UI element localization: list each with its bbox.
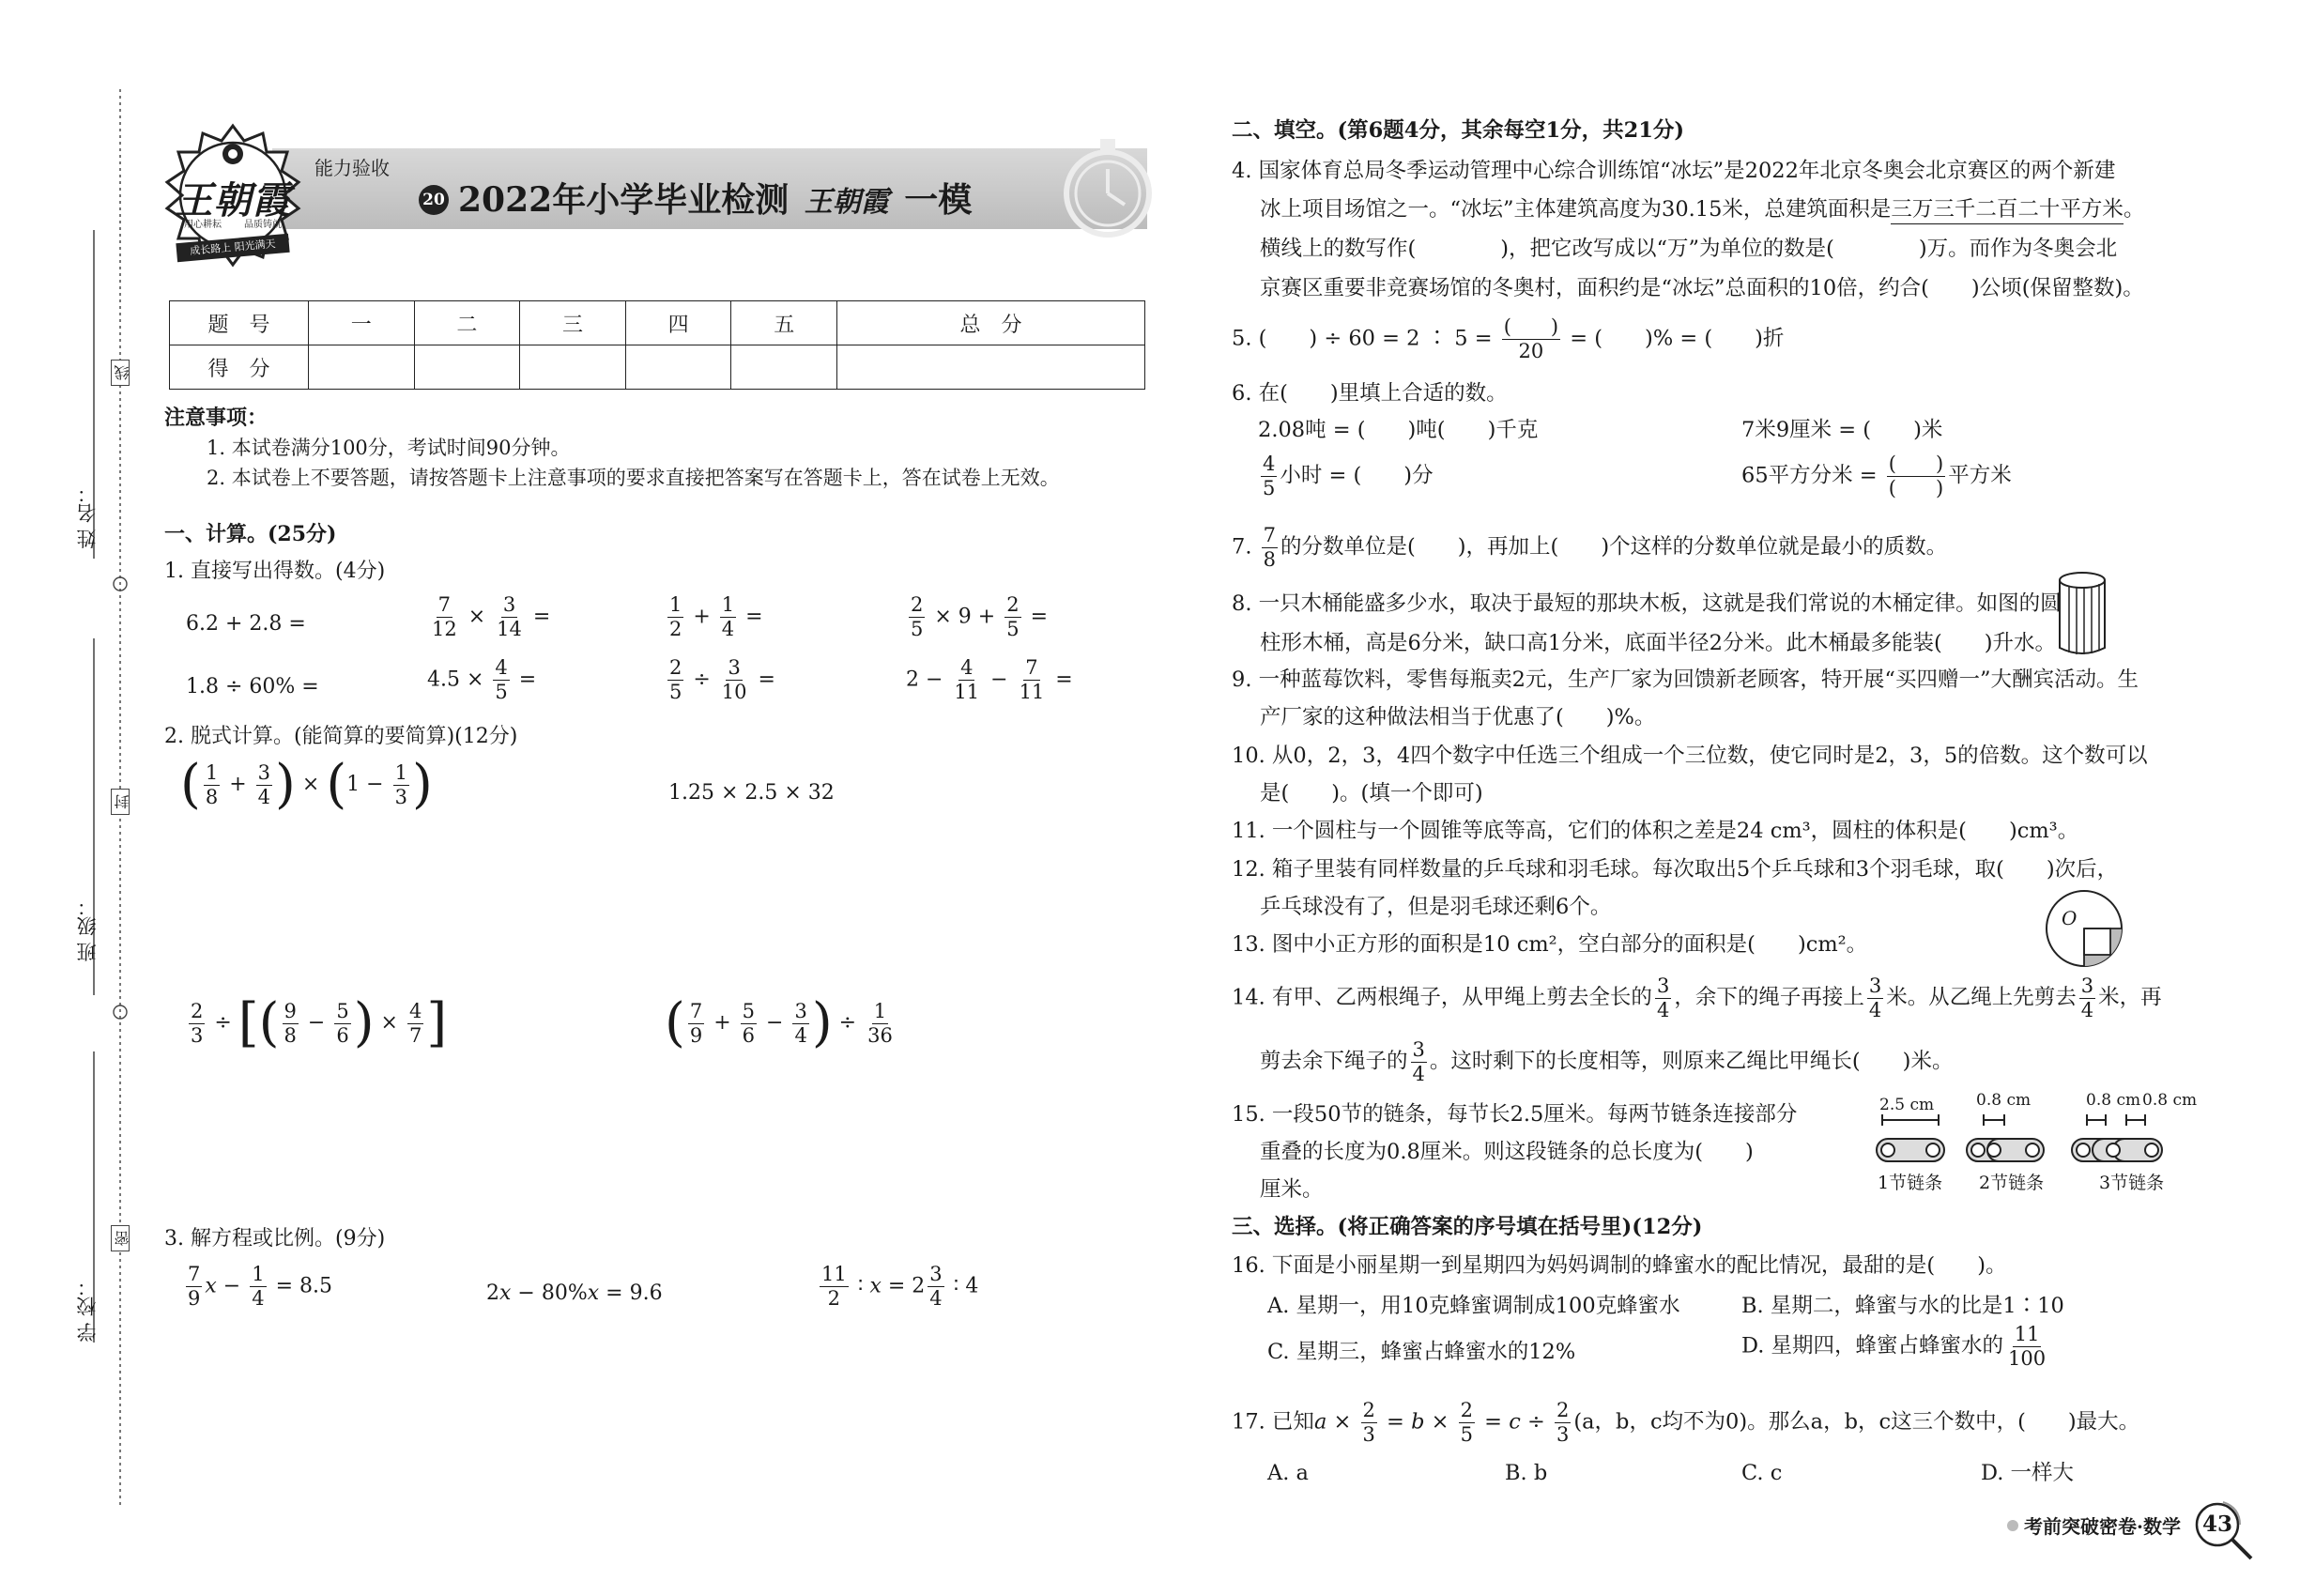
question-4-line: 横线上的数写作( )，把它改写成以“万”为单位的数是( )万。而作为冬奥会北 [1260,237,2118,261]
step-calc-item: ( $\frac{1}{8}$ + $\frac{3}{4}$ ) × (1 − $\frac{1}{3}$ ) [180,754,433,815]
score-input-cell[interactable] [309,345,415,390]
score-input-cell[interactable] [414,345,520,390]
name-label: 姓 名： [76,483,99,549]
q17-text: (a，b，c均不为0)。那么a，b，c这三个数中，( )最大。 [1573,1409,2140,1435]
score-table-header-row [170,301,1145,345]
note-item: 2. 本试卷上不要答题，请按答题卡上注意事项的要求直接把答案写在答题卡上，答在试卷上无效。 [207,467,1060,489]
question-2: 2. 脱式计算。(能简算的要简算)(12分) [164,725,518,748]
chain-caption: 3节链条 [2099,1173,2165,1193]
cut-line-mark: 线 [111,360,130,386]
q17-option-a[interactable]: A. a [1267,1461,1309,1485]
question-8-line: 柱形木桶，高是6分米，缺口高1分米，底面半径2分米。此木桶最多能装( )升水。 [1260,631,2057,655]
q6-item: 7米9厘米 = ( )米 [1741,418,1943,442]
cut-seal-mark: 封 [111,789,130,815]
circle-square-figure [2042,886,2126,971]
question-8-line: 8. 一只木桶能盛多少水，取决于最短的那块木板，这就是我们常说的木桶定律。如图的圆 [1232,591,2062,616]
logo-ribbon: 成长路上 阳光满天 [176,234,289,262]
score-table-cell: 得 分 [170,345,309,390]
oral-calc-item: 2 − $\frac{4}{11}$ − $\frac{7}{11}$ = [906,656,1073,703]
question-9-line: 9. 一种蓝莓饮料，零售每瓶卖2元，生产厂家为回馈新老顾客，特开展“买四赠一”大酬宾活动。生 [1232,668,2139,692]
question-9-line: 产厂家的这种做法相当于优惠了( )%。 [1260,705,1656,729]
exam-title-text: 2022年小学毕业检测 [458,180,790,220]
class-label: 班 级： [76,897,99,962]
equation-item: $\frac{11}{2}$ ∶ x = 2 $\frac{3}{4}$ ∶ 4 [821,1263,979,1310]
section-3-title: 三、选择。(将正确答案的序号填在括号里)(12分) [1232,1215,1703,1239]
score-table-cell: 二 [414,301,520,345]
q17-option-b[interactable]: B. b [1505,1461,1548,1485]
question-4-line: 京赛区重要非竞赛场馆的冬奥村，面积约是“冰坛”总面积的10倍，约合( )公顷(保留整数)。 [1260,276,2144,300]
notes-title: 注意事项： [164,406,268,430]
oral-calc-item: 4.5 × $\frac{4}{5}$ = [427,656,537,703]
q6-item: 2.08吨 = ( )吨( )千克 [1258,418,1539,442]
q14-text: 剪去余下绳子的 [1260,1049,1408,1074]
q17-option-d[interactable]: D. 一样大 [1981,1461,2075,1485]
score-table-cell: 一 [309,301,415,345]
q7-text: 的分数单位是( )，再加上( )个这样的分数单位就是最小的质数。 [1280,534,1948,560]
question-3: 3. 解方程或比例。(9分) [164,1227,386,1251]
equation-item: 2x − 80%x = 9.6 [486,1281,663,1305]
equation-item: $\frac{7}{9}$ x − $\frac{1}{4}$ = 8.5 [188,1263,333,1310]
score-table [169,300,1145,390]
exam-number-badge: 20 [419,185,449,215]
logo [158,120,308,270]
logo-slogans [184,216,282,230]
oral-calc-item: 6.2 + 2.8 = [186,612,306,636]
step-calc-item: 1.25 × 2.5 × 32 [668,781,835,805]
logo-slogan-2: 品质铸就 [244,220,282,230]
q4-underlined-number: 三万三千二百二十平方米 [1891,195,2124,224]
exam-suffix: 一模 [904,180,973,220]
chain-caption: 2节链条 [1979,1173,2045,1193]
question-15-line: 厘米。 [1260,1177,1324,1202]
question-10-line: 10. 从0，2，3，4四个数字中任选三个组成一个三位数，使它同时是2，3，5的倍数。这个数可以 [1232,744,2148,768]
q14-text: 米。从乙绳上先剪去 [1886,985,2077,1010]
circle-center-label: O [2062,907,2078,929]
oral-calc-item: $\frac{2}{5}$ ÷ $\frac{3}{10}$ = [669,656,775,703]
chain-dim-label: 0.8 cm [2086,1091,2141,1110]
question-1: 1. 直接写出得数。(4分) [164,560,386,583]
chain-caption: 1节链条 [1878,1173,1943,1193]
question-12-line: 乒乓球没有了，但是羽毛球还剩6个。 [1260,895,1612,919]
exam-title [458,178,972,224]
q14-text: 。这时剩下的长度相等，则原来乙绳比甲绳长( )米。 [1429,1049,1954,1074]
q16-option-a[interactable]: A. 星期一，用10克蜂蜜调制成100克蜂蜜水 [1267,1294,1680,1318]
logo-text: 王朝霞 [175,178,291,223]
footer-bullet-icon [2007,1520,2018,1531]
section-1-title: 一、计算。(25分) [164,522,337,546]
score-table-cell: 总 分 [837,301,1145,345]
question-14-line: 14. 有甲、乙两根绳子，从甲绳上剪去全长的 $\frac{3}{4}$ ，余下的绳子再接上 $\frac{3}{4}$ 米。从乙绳上先剪去 $\frac{3}{4}$ 米，再 [1232,974,2162,1021]
q16-option-d-text: D. 星期四，蜂蜜占蜂蜜水的 [1741,1333,2004,1358]
q6-item: 65平方分米 = $\frac{( )}{( )}$ 平方米 [1741,453,2012,499]
q6-item: $\frac{4}{5}$ 小时 = ( )分 [1263,453,1434,499]
q14-text: 14. 有甲、乙两根绳子，从甲绳上剪去全长的 [1232,985,1652,1010]
question-15-line: 15. 一段50节的链条，每节长2.5厘米。每两节链条连接部分 [1232,1102,1798,1127]
score-table-score-row [170,345,1145,390]
score-table-cell: 题 号 [170,301,309,345]
logo-slogan-1: 用心耕耘 [184,220,222,230]
score-input-cell[interactable] [837,345,1145,390]
oral-calc-item: $\frac{7}{12}$ × $\frac{3}{14}$ = [432,593,551,640]
score-table-cell: 四 [625,301,731,345]
oral-calc-item: $\frac{1}{2}$ + $\frac{1}{4}$ = [669,593,763,640]
question-15-line: 重叠的长度为0.8厘米。则这段链条的总长度为( ) [1260,1140,1754,1164]
question-4-line: 4. 国家体育总局冬季运动管理中心综合训练馆“冰坛”是2022年北京冬奥会北京赛区的两个新建 [1232,159,2116,183]
question-6: 6. 在( )里填上合适的数。 [1232,381,1508,406]
chain-dim-label: 0.8 cm [2142,1091,2198,1110]
score-table-cell: 三 [520,301,626,345]
q16-option-d[interactable]: D. 星期四，蜂蜜占蜂蜜水的 $\frac{11}{100}$ [1741,1323,2047,1370]
q4-text: 冰上项目场馆之一。“冰坛”主体建筑高度为30.15米，总建筑面积是 [1260,197,1892,222]
question-10-line: 是( )。(填一个即可) [1260,781,1483,806]
q14-text: ，余下的绳子再接上 [1674,985,1864,1010]
q4-text: 。 [2123,197,2145,222]
exam-brand: 王朝霞 [804,186,889,219]
question-11: 11. 一个圆柱与一个圆锥等底等高，它们的体积之差是24 cm³，圆柱的体积是( )cm³。 [1232,819,2079,843]
q14-text: 米，再 [2098,985,2162,1010]
chain-dim-label: 0.8 cm [1976,1091,2032,1110]
cut-secret-mark: 密 [111,1225,130,1251]
footer-text: 考前突破密卷·数学 [2024,1515,2181,1538]
question-5: 5. ( ) ÷ 60 = 2 ∶ 5 = $\frac{( )}{20}$ = ( )% = ( )折 [1232,315,1785,362]
score-table-cell: 五 [731,301,837,345]
question-16: 16. 下面是小丽星期一到星期四为妈妈调制的蜂蜜水的配比情况，最甜的是( )。 [1232,1253,2007,1278]
binding-strip [0,0,150,1596]
score-input-cell[interactable] [625,345,731,390]
question-17: 17. 已知a × $\frac{2}{3}$ = b × $\frac{2}{5}$ = c ÷ $\frac{2}{3}$ (a，b，c均不为0)。那么a，b，c这三个数中，( )最大。 [1232,1399,2140,1446]
q17-option-c[interactable]: C. c [1741,1461,1783,1485]
question-12-line: 12. 箱子里装有同样数量的乒乓球和羽毛球。每次取出5个乒乓球和3个羽毛球，取( )次后， [1232,857,2119,882]
chain-dim-label: 2.5 cm [1879,1096,1935,1114]
oral-calc-item: 1.8 ÷ 60% = [186,675,319,698]
oral-calc-item: $\frac{2}{5}$ × 9 + $\frac{2}{5}$ = [911,593,1049,640]
school-label: 学 校： [76,1277,99,1343]
question-4-line [1260,195,2144,224]
page-number: 43 [2201,1512,2232,1537]
band-label: 能力验收 [314,157,390,179]
step-calc-item: $\frac{2}{3}$ ÷ [( $\frac{9}{8}$ − $\frac{5}{6}$ ) × $\frac{4}{7}$ ] [191,992,448,1053]
q16-option-b[interactable]: B. 星期二，蜂蜜与水的比是1∶10 [1741,1294,2064,1318]
stopwatch-icon [1056,130,1155,242]
section-2-title: 二、填空。(第6题4分，其余每空1分，共21分) [1232,118,1685,143]
wooden-bucket-icon [2054,569,2110,659]
score-input-cell[interactable] [731,345,837,390]
question-13: 13. 图中小正方形的面积是10 cm²，空白部分的面积是( )cm²。 [1232,932,1868,957]
note-item: 1. 本试卷满分100分，考试时间90分钟。 [207,437,571,459]
score-input-cell[interactable] [520,345,626,390]
question-14-line: 剪去余下绳子的 $\frac{3}{4}$ 。这时剩下的长度相等，则原来乙绳比甲绳长( )米。 [1260,1038,1954,1085]
step-calc-item: ( $\frac{7}{9}$ + $\frac{5}{6}$ − $\frac{3}{4}$ ) ÷ $\frac{1}{36}$ [665,992,893,1053]
q16-option-c[interactable]: C. 星期三，蜂蜜占蜂蜜水的12% [1267,1340,1576,1364]
question-7: 7. $\frac{7}{8}$ 的分数单位是( )，再加上( )个这样的分数单位就是最小的质数。 [1232,524,1948,571]
